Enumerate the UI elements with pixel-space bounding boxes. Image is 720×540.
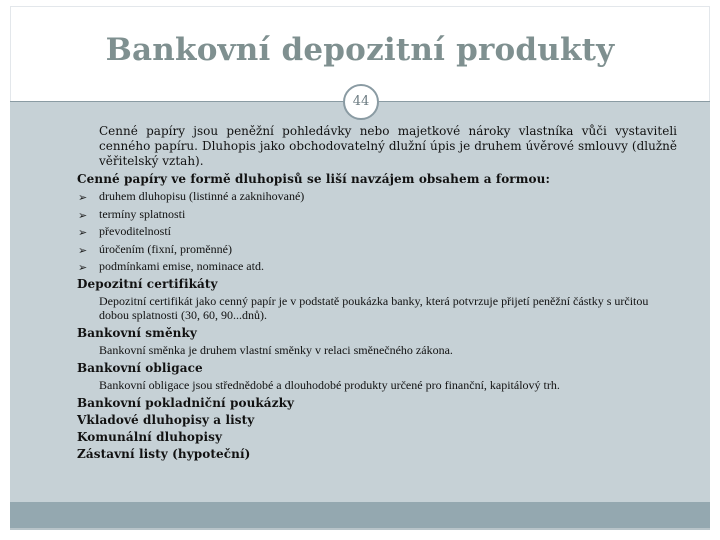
forms-heading: Cenné papíry ve formě dluhopisů se liší navzájem obsahem a formou:: [77, 172, 550, 186]
certificates-heading: Depozitní certifikáty: [77, 276, 218, 291]
intro-paragraph: Cenné papíry jsou peněžní pohledávky nebo majetkové nároky vlastníka vůči vystaviteli cenného papíru. Dluhopis jako obchodovatelný dlužní úpis je druhem úvěrové smlouvy (dlužně věřitelský vztah).: [99, 124, 677, 168]
list-item: [77, 241, 677, 259]
forms-bullet-list: [77, 188, 677, 276]
page-number-badge: 44: [343, 84, 379, 120]
arrow-bullet-icon: ➢: [78, 191, 88, 204]
mortgage-bonds-heading: Zástavní listy (hypoteční): [77, 446, 251, 461]
bills-text: Bankovní směnka je druhem vlastní směnky v relaci směnečného zákona.: [99, 342, 453, 357]
slide-title: Bankovní depozitní produkty: [105, 32, 615, 68]
slide-body: [77, 124, 677, 463]
footer-line: [10, 528, 710, 530]
arrow-bullet-icon: ➢: [78, 261, 88, 275]
bullet-text: termíny splatnosti: [99, 206, 186, 221]
bonds-heading: Bankovní obligace: [77, 360, 203, 375]
list-item: [77, 206, 677, 224]
treasury-bills-heading: Bankovní pokladniční poukázky: [77, 395, 295, 410]
municipal-bonds-heading: Komunální dluhopisy: [77, 429, 223, 444]
list-item: [77, 223, 677, 241]
bullet-text: druhem dluhopisu (listinné a zaknihované): [99, 189, 305, 203]
bills-heading: Bankovní směnky: [77, 325, 197, 340]
footer-band: [10, 502, 710, 528]
list-item: [77, 188, 677, 206]
list-item: [77, 258, 677, 276]
bullet-text: úročením (fixní, proměnné): [99, 241, 232, 256]
arrow-bullet-icon: ➢: [78, 243, 88, 257]
bullet-text: podmínkami emise, nominace atd.: [99, 259, 264, 274]
arrow-bullet-icon: ➢: [78, 226, 88, 240]
deposit-bonds-heading: Vkladové dluhopisy a listy: [77, 412, 255, 427]
bullet-text: převoditelností: [99, 224, 171, 239]
bonds-text: Bankovní obligace jsou střednědobé a dlouhodobé produkty určené pro finanční, kapitálový trh.: [99, 377, 560, 392]
arrow-bullet-icon: ➢: [78, 208, 88, 222]
certificates-text: Depozitní certifikát jako cenný papír je v podstatě poukázka banky, která potvrzuje přijetí peněžní částky s určitou dobou splatnosti (30, 60, 90...dnů).: [99, 293, 649, 322]
